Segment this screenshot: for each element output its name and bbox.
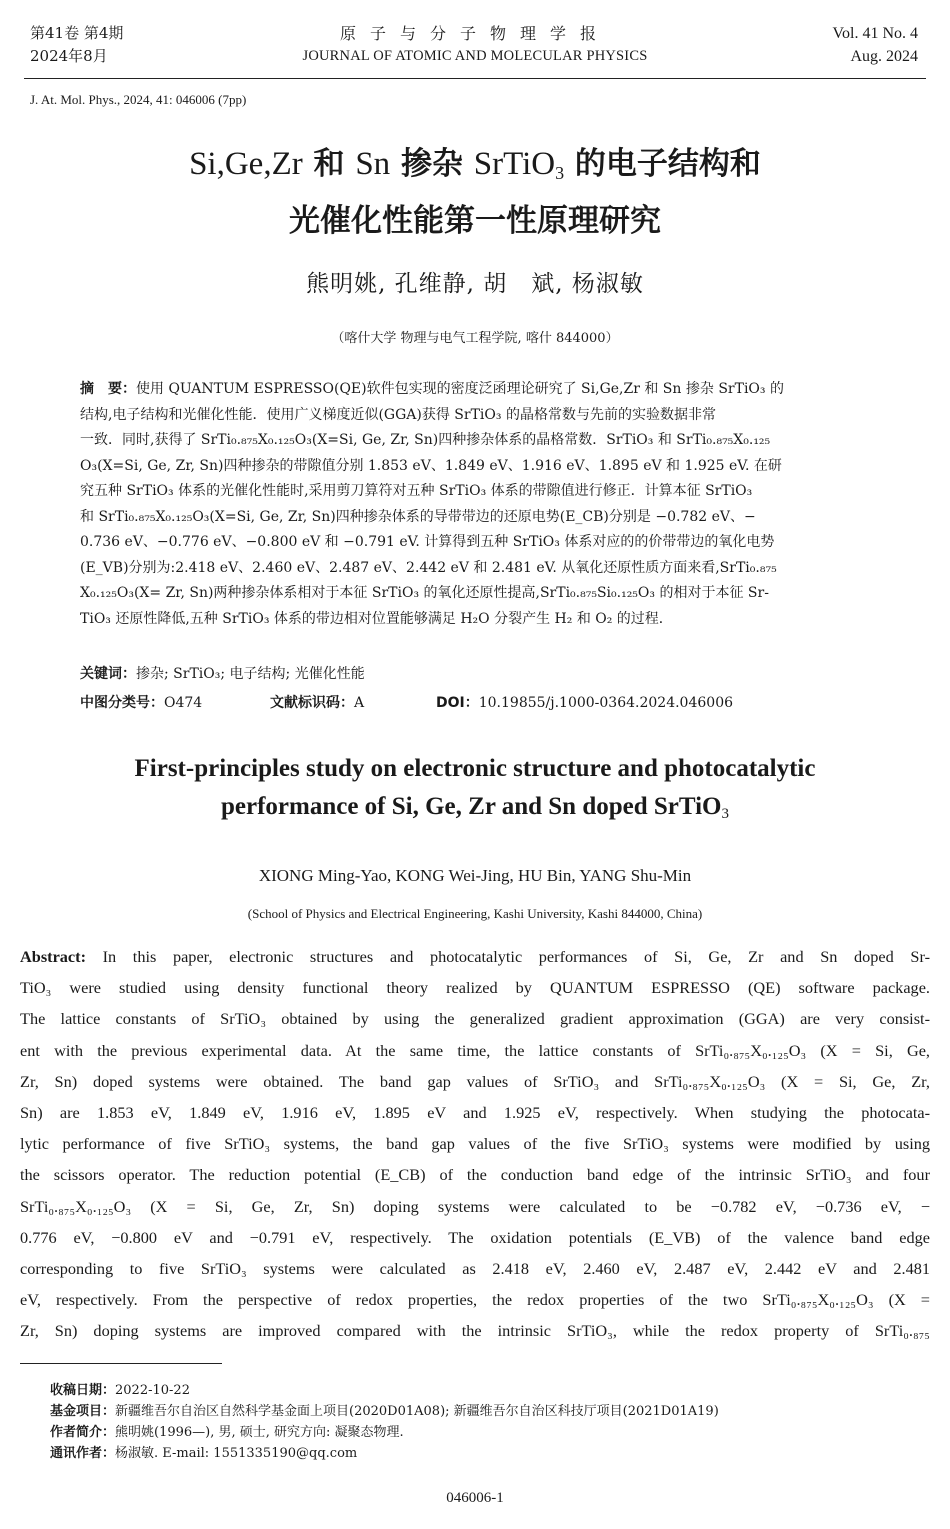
cn-title-rest: 的电子结构和 [564,146,761,182]
footnote-author-bio [50,1422,910,1443]
footnote-label: 基金项目： [50,1404,116,1419]
header-divider [24,78,926,79]
cn-abstract-line: TiO₃ 还原性降低,五种 SrTiO₃ 体系的带边相对位置能够满足 H₂O 分裂产生 H₂ 和 O₂ 的过程． [80,610,673,627]
en-abstract [20,941,930,1347]
doc-code-cell [270,692,436,714]
volume-issue-cn: 第41卷 第4期 [30,24,124,42]
citation: J. At. Mol. Phys., 2024, 41: 046006 (7pp) [30,92,247,107]
cn-keywords [80,663,365,685]
footnote-value: 新疆维吾尔自治区自然科学基金面上项目(2020D01A08); 新疆维吾尔自治区科技厅项目(2021D01A19) [115,1404,719,1419]
cn-keywords-label: 关键词： [80,666,136,682]
cn-title-doped: 掺杂 [390,146,474,182]
en-title-line-2 [0,788,950,833]
cn-abstract-label: 摘 要： [80,381,136,397]
en-title-line-2-text: performance of Si, Ge, Zr and Sn doped SrTiO [220,793,722,820]
footnotes [50,1380,910,1464]
en-abstract-text: In this paper, electronic structures and photocatalytic performances of Si, Ge, Zr and Sn doped Sr- [86,947,930,966]
footnote-label: 通讯作者： [50,1446,116,1461]
en-abstract-line: Sn) are 1.853 eV, 1.849 eV, 1.916 eV, 1.895 eV and 1.925 eV, respectively. When studying the photocata- [20,1103,930,1123]
cn-title-line-2: 光催化性能第一性原理研究 [289,203,661,239]
cn-title-subscript: 3 [555,163,565,183]
cn-abstract-line [80,377,873,403]
cn-abstract-line: 究五种 SrTiO₃ 体系的光催化性能时,采用剪刀算符对五种 SrTiO₃ 体系的带隙值进行修正．计算本征 SrTiO₃ [80,483,753,499]
en-abstract-line: 0.776 eV, −0.800 eV and −0.791 eV, respectively. The oxidation potentials (E_VB) of the valence band edge [20,1227,930,1247]
en-title-subscript: 3 [721,806,729,822]
footnote-value: 杨淑敏. E-mail: 1551335190@qq.com [115,1446,358,1461]
cn-title-line-1 [0,140,950,197]
en-title-line-1: First-principles study on electronic structure and photocatalytic [134,755,816,782]
en-affiliation: (School of Physics and Electrical Engineering, Kashi University, Kashi 844000, China) [247,906,703,921]
cn-title-and: 和 [302,146,356,182]
cn-authors: 熊明姚, 孔维静, 胡 斌, 杨淑敏 [306,271,644,297]
cn-title-elements: Si,Ge,Zr [189,146,303,182]
cn-classification [80,692,880,714]
header-volume-en [833,22,919,68]
journal-name-en: JOURNAL OF ATOMIC AND MOLECULAR PHYSICS [302,48,648,64]
footnote-received [50,1380,910,1401]
cn-affiliation: （喀什大学 物理与电气工程学院, 喀什 844000） [331,331,619,346]
date-cn: 2024年8月 [30,47,108,65]
en-abstract-line: ent with the previous experimental data. At the same time, the lattice constants of SrTi₀.₈₇₅X₀.₁₂₅O₃ (X = Si, Ge, [20,1040,930,1060]
en-abstract-label: Abstract: [20,947,87,966]
footnote-corresponding [50,1443,910,1464]
cn-abstract-line: 一致．同时,获得了 SrTi₀.₈₇₅X₀.₁₂₅O₃(X=Si, Ge, Zr, Sn)四种掺杂体系的晶格常数．SrTiO₃ 和 SrTi₀.₈₇₅X₀.₁₂₅ [80,432,771,448]
doc-code-value: A [354,695,365,711]
cn-abstract-line: 和 SrTi₀.₈₇₅X₀.₁₂₅O₃(X=Si, Ge, Zr, Sn)四种掺杂体系的导带带边的还原电势(E_CB)分别是 −0.782 eV、− [80,508,756,525]
cn-abstract-line: O₃(X=Si, Ge, Zr, Sn)四种掺杂的带隙值分别 1.853 eV、1.849 eV、1.916 eV、1.895 eV 和 1.925 eV. 在研 [80,457,782,474]
en-abstract-line: eV, respectively. From the perspective of redox properties, the redox properties of the two SrTi₀.₈₇₅X₀.₁₂₅O₃ (X = [20,1290,930,1310]
en-abstract-line: corresponding to five SrTiO₃ systems were calculated as 2.418 eV, 2.460 eV, 2.487 eV, 2.442 eV and 2.481 [20,1259,930,1279]
cn-title-sn: Sn [355,146,391,182]
footnote-label: 作者简介： [50,1425,116,1440]
en-abstract-line: lytic performance of five SrTiO₃ systems, the band gap values of the five SrTiO₃ systems were modified by using [20,1134,930,1154]
clc-label: 中图分类号： [80,695,164,711]
cn-abstract-line: X₀.₁₂₅O₃(X= Zr, Sn)两种掺杂体系相对于本征 SrTiO₃ 的氧化还原性提高,SrTi₀.₈₇₅Si₀.₁₂₅O₃ 的相对于本征 Sr- [80,585,769,601]
journal-name-cn: 原子与分子物理学报 [339,24,610,43]
clc-value: O474 [164,695,203,711]
en-authors: XIONG Ming-Yao, KONG Wei-Jing, HU Bin, YANG Shu-Min [258,866,692,885]
date-en: Aug. 2024 [850,48,918,65]
doi-label: DOI： [436,695,479,711]
cn-abstract-line: 结构,电子结构和光催化性能．使用广义梯度近似(GGA)获得 SrTiO₃ 的晶格常数与先前的实验数据非常 [80,406,716,423]
doi-value: 10.19855/j.1000-0364.2024.046006 [478,695,734,711]
footnote-divider [20,1363,222,1364]
cn-keywords-value: 掺杂; SrTiO₃; 电子结构; 光催化性能 [136,666,365,682]
en-abstract-line: Zr, Sn) doping systems are improved compared with the intrinsic SrTiO₃, while the redox property of SrTi₀.₈₇₅ [20,1321,930,1341]
cn-abstract-line: 0.736 eV、−0.776 eV、−0.800 eV 和 −0.791 eV. 计算得到五种 SrTiO₃ 体系对应的的价带带边的氧化电势 [80,534,775,550]
header-journal [0,22,950,68]
footnote-value: 熊明姚(1996—), 男, 硕士, 研究方向: 凝聚态物理. [115,1425,404,1440]
footnote-funding [50,1401,910,1422]
footnote-value: 2022-10-22 [115,1383,190,1398]
clc-cell [80,692,270,714]
cn-abstract-line: (E_VB)分别为:2.418 eV、2.460 eV、2.487 eV、2.442 eV 和 2.481 eV. 从氧化还原性质方面来看,SrTi₀.₈₇₅ [80,559,777,576]
cn-title-srtio: SrTiO [473,146,556,182]
en-abstract-line: Zr, Sn) doped systems were obtained. The band gap values of SrTiO₃ and SrTi₀.₈₇₅X₀.₁₂₅O₃ (X = Si, Ge, Zr, [20,1071,930,1091]
doi-cell [436,692,733,714]
footnote-label: 收稿日期： [50,1383,116,1398]
cn-abstract [80,377,873,632]
en-abstract-line: the scissors operator. The reduction potential (E_CB) of the conduction band edge of the intrinsic SrTiO₃ and four [20,1165,930,1185]
en-abstract-line: SrTi₀.₈₇₅X₀.₁₂₅O₃ (X = Si, Ge, Zr, Sn) doping systems were calculated to be −0.782 eV, −0.736 eV, − [20,1196,930,1216]
cn-abstract-text: 使用 QUANTUM ESPRESSO(QE)软件包实现的密度泛函理论研究了 Si,Ge,Zr 和 Sn 掺杂 SrTiO₃ 的 [136,381,784,397]
en-abstract-line: The lattice constants of SrTiO₃ obtained by using the generalized gradient approximation (GGA) are very consist- [20,1009,930,1029]
page-number: 046006-1 [446,1490,504,1506]
en-title [0,750,950,833]
doc-code-label: 文献标识码： [270,695,354,711]
cn-title [0,140,950,245]
en-abstract-line: TiO₃ were studied using density functional theory realized by QUANTUM ESPRESSO (QE) software package. [20,978,930,998]
en-abstract-line [20,941,930,972]
volume-issue-en: Vol. 41 No. 4 [832,25,918,42]
